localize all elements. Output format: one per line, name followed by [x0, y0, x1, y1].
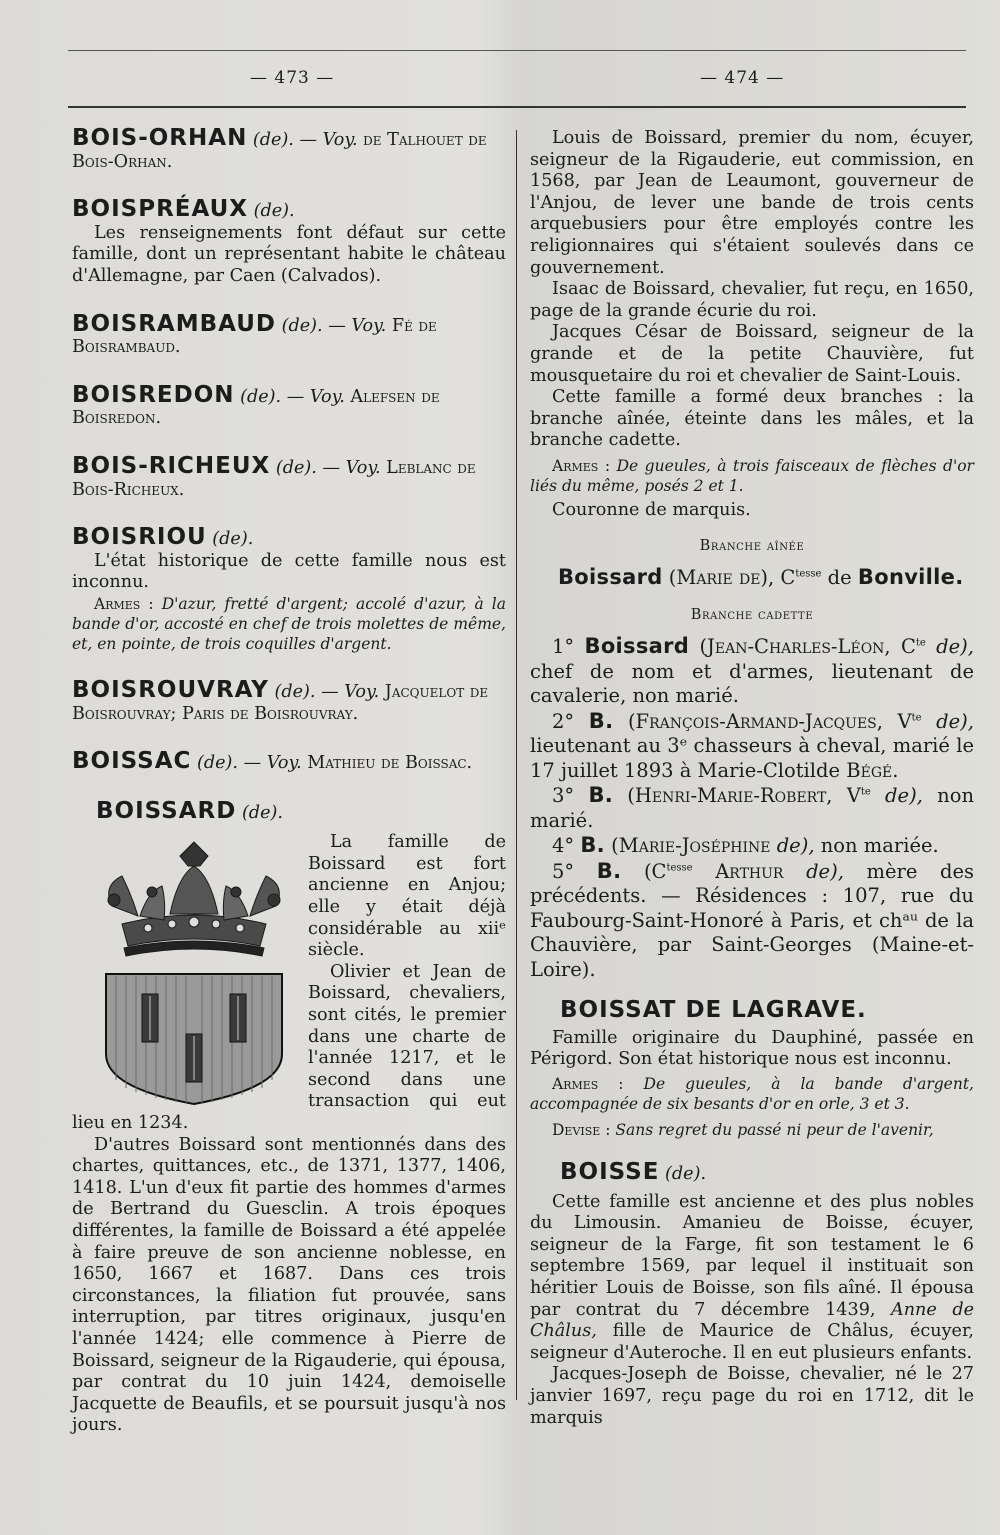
coat-of-arms-crest: [92, 836, 296, 1108]
member-initial: B.: [588, 783, 614, 808]
entry-boisredon: [72, 381, 506, 430]
member-number: 2°: [552, 709, 575, 733]
text-run: Cette famille est ancienne et des plus nobles du Limousin. Amanieu de Boisse, écuyer, seigneur de la Farge, fit son testament le 6 septembre 1569, par lequel il instituait son héritier Louis de Boisse, son fils aîné. Il épousa par contrat du 7 décembre 1439,: [530, 1191, 974, 1320]
member-given-names: (Henri-Marie-Robert, V: [627, 784, 861, 808]
particle: de),: [776, 834, 815, 858]
entry-boispreaux: [72, 196, 506, 287]
headword: BOISSE: [560, 1158, 660, 1185]
cross-ref: Fé de Boisrambaud.: [72, 315, 437, 358]
right-paragraph-1: Louis de Boissard, premier du nom, écuyer, seigneur de la Rigauderie, eut commission, en 1568, par Jean de Leaumont, gouverneur de l'Anjou, de lever une bande de trois cents arquebusiers pour être employés contre les religionnaires qui s'étaient soulevés dans ce gouvernement.: [530, 128, 974, 278]
particle: (de).: [281, 315, 323, 336]
entry-text: Les renseignements font défaut sur cette famille, dont un représentant habite le château d'Allemagne, par Caen (Calvados).: [72, 222, 506, 286]
boisse-paragraph-2: Jacques-Joseph de Boisse, chevalier, né le 27 janvier 1697, reçu page du roi en 1712, dit le marquis: [530, 1364, 974, 1428]
particle: (de).: [253, 201, 295, 222]
particle: de),: [936, 709, 974, 733]
member-details: chef de nom et d'armes, lieutenant de cavalerie, non marié.: [530, 659, 974, 708]
spouse-name: Anne de Châlus,: [530, 1299, 974, 1342]
member-number: 5°: [552, 859, 575, 883]
cadette-member-3: [530, 783, 974, 833]
boissard-paragraph-3: D'autres Boissard sont mentionnés dans des chartes, quittances, etc., de 1371, 1377, 1406, 1418. L'un d'eux fit partie des hommes d'armes de Bertrand du Guesclin. A trois époques différentes, la famille de Boissard a été appelée à faire preuve de son ancienne noblesse, en 1650, 1667 et 1687. Dans ces trois circonstances, la filiation fut prouvée, sans interruption, par titres originaux, jusqu'en l'année 1424; elle commence à Pierre de Boissard, seigneur de la Rigauderie, qui épousa, par contrat du 10 juin 1424, demoiselle Jacquette de Beaufils, et se poursuit jusqu'à nos jours.: [72, 1134, 506, 1436]
cross-ref-marker: — Voy.: [243, 753, 302, 774]
headword: BOISROUVRAY: [72, 676, 269, 703]
particle: (de).: [240, 386, 282, 407]
boisse-paragraph-1: [530, 1192, 974, 1365]
member-given-names: (Marie-Joséphine: [611, 834, 771, 858]
armes-text: [72, 594, 506, 654]
right-paragraph-2: Isaac de Boissard, chevalier, fut reçu, en 1650, page de la grande écurie du roi.: [530, 279, 974, 321]
member-given-names: Arthur: [715, 859, 784, 883]
particle: (de).: [275, 457, 317, 478]
branche-ainee-member: [558, 565, 974, 591]
entry-bois-orhan: [72, 125, 506, 173]
particle: de),: [885, 784, 923, 808]
boissard-paragraph-2: Olivier et Jean de Boissard, chevaliers, sont cités, le premier dans une charte de l'année 1217, et le second dans une transaction qui eut lieu en 1234.: [72, 961, 506, 1133]
cross-ref: Mathieu de Boissac.: [307, 753, 473, 774]
member-initial: B.: [596, 858, 622, 883]
headword: BOISSAT DE LAGRAVE.: [560, 997, 867, 1024]
entry-boisrambaud: [72, 310, 506, 359]
branche-cadette-heading: Branche cadette: [690, 606, 814, 623]
cadette-member-2: [530, 709, 974, 784]
particle: de: [827, 566, 852, 590]
right-paragraph-4: Cette famille a formé deux branches : la branche aînée, éteinte dans les mâles, et la branche cadette.: [530, 387, 974, 451]
cross-ref-marker: — Voy.: [321, 681, 380, 702]
member-initial: B.: [588, 708, 614, 733]
particle: (de).: [274, 681, 316, 702]
headword: BOISSAC: [72, 748, 192, 775]
left-column: [72, 125, 506, 1437]
title-superscript: te: [911, 712, 922, 724]
particle: (de).: [252, 130, 294, 150]
cross-ref: Jacquelot de Boisrouvray; Paris de Boisrouvray.: [72, 681, 489, 724]
cadette-member-5: [530, 859, 974, 983]
member-given-names: (François-Armand-Jacques, V: [627, 709, 912, 733]
page-number-right: — 474 —: [700, 68, 785, 88]
cross-ref-marker: — Voy.: [322, 457, 381, 478]
armes-label: Armes :: [94, 594, 154, 613]
headword: BOISRIOU: [72, 524, 207, 551]
particle: (de).: [241, 802, 283, 823]
member-details: non mariée.: [820, 834, 939, 858]
headword: BOISREDON: [72, 381, 235, 408]
cadette-member-1: [530, 634, 974, 709]
headword: BOISRAMBAUD: [72, 310, 276, 337]
member-number: 3°: [552, 784, 575, 808]
title-superscript: tesse: [795, 568, 822, 580]
entry-boisse: [530, 1158, 975, 1429]
entry-text: L'état historique de cette famille nous est inconnu.: [72, 550, 506, 593]
entry-text: Famille originaire du Dauphiné, passée en Périgord. Son état historique nous est inconnu.: [530, 1027, 974, 1070]
headword: BOIS-ORHAN: [72, 125, 248, 151]
armes-blazon: D'azur, fretté d'argent; accolé d'azur, à la bande d'or, accosté en chef de trois molettes de même, et, en pointe, de trois coquilles d'argent.: [72, 594, 506, 653]
entry-boissac: [72, 748, 506, 775]
cross-ref: de Talhouet de Bois-Orhan.: [72, 130, 487, 172]
page-number-left: — 473 —: [250, 68, 335, 88]
particle: (de).: [212, 529, 254, 550]
branche-ainee-heading: Branche aînée: [699, 537, 805, 554]
armes-label: Armes :: [552, 456, 611, 475]
right-paragraph-3: Jacques César de Boissard, seigneur de la grande et de la petite Chauvière, fut mousquetaire du roi et chevalier de Saint-Louis.: [530, 322, 974, 386]
entry-boisriou: [72, 524, 506, 654]
cross-ref: Alefsen de Boisredon.: [72, 386, 440, 429]
particle: (de).: [197, 753, 239, 774]
top-rule: [68, 50, 966, 51]
headword: BOISSARD: [96, 797, 237, 824]
title-superscript: tesse: [666, 862, 693, 874]
member-number: 1°: [552, 635, 575, 659]
cross-ref: Leblanc de Bois-Richeux.: [72, 457, 476, 500]
cross-ref-marker: — Voy.: [328, 315, 387, 336]
boissard-paragraph-1: La famille de Boissard est fort ancienne en Anjou; elle y était déjà considérable au xiiᵉ siècle.: [308, 832, 506, 961]
armes-blazon: De gueules, à la bande d'argent, accompagnée de six besants d'or en orle, 3 et 3.: [530, 1074, 974, 1113]
headword: BOIS-RICHEUX: [72, 452, 271, 479]
spouse-name: Bégé.: [846, 758, 899, 782]
devise-motto: Sans regret du passé ni peur de l'avenir,: [615, 1120, 934, 1139]
member-details: lieutenant au 3ᵉ chasseurs à cheval, marié le 17 juillet 1893 à Marie-Clotilde: [530, 734, 974, 782]
member-name: Boissard: [558, 565, 663, 590]
member-given-names: (Marie de), C: [668, 566, 796, 590]
text-run: fille de Maurice de Châlus, écuyer, seigneur d'Auteroche. Il en eut plusieurs enfants.: [530, 1321, 975, 1363]
right-column: [530, 128, 974, 1429]
column-divider: [516, 130, 517, 1400]
armes-label: Armes :: [552, 1074, 624, 1093]
member-number: 4°: [552, 834, 575, 858]
cross-ref-marker: — Voy.: [286, 386, 345, 407]
member-details: mère des précédents. — Résidences : 107, rue du Faubourg-Saint-Honoré à Paris, et chᵃᵘ de la Chauvière, par Saint-Georges (Maine-et-Loire).: [530, 859, 975, 981]
member-details: non marié.: [530, 784, 975, 832]
cadette-member-4: [530, 833, 974, 859]
title-superscript: te: [915, 637, 926, 649]
member-name: Boissard: [584, 634, 690, 659]
cross-ref-marker: — Voy.: [299, 130, 358, 150]
member-title: Bonville.: [857, 565, 964, 590]
armes-blazon: De gueules, à trois faisceaux de flèches d'or liés du même, posés 2 et 1.: [530, 456, 974, 495]
armes-text: [530, 1074, 974, 1114]
member-title-prefix: (C: [643, 859, 667, 883]
member-initial: B.: [580, 833, 605, 858]
entry-boissat-de-lagrave: [530, 997, 974, 1140]
couronne-text: Couronne de marquis.: [552, 499, 751, 520]
devise-text: [530, 1120, 974, 1140]
entry-boissard: [72, 797, 506, 1437]
title-superscript: te: [860, 786, 871, 798]
entry-boisrouvray: [72, 676, 506, 725]
headword: BOISPRÉAUX: [72, 196, 248, 223]
particle: de),: [936, 635, 974, 659]
particle: de),: [806, 859, 844, 883]
member-given-names: (Jean-Charles-Léon, C: [699, 635, 916, 659]
boissard-armes: [530, 456, 974, 496]
header-rule: [68, 106, 966, 108]
entry-bois-richeux: [72, 452, 506, 501]
particle: (de).: [665, 1163, 707, 1184]
devise-label: Devise :: [552, 1120, 611, 1139]
